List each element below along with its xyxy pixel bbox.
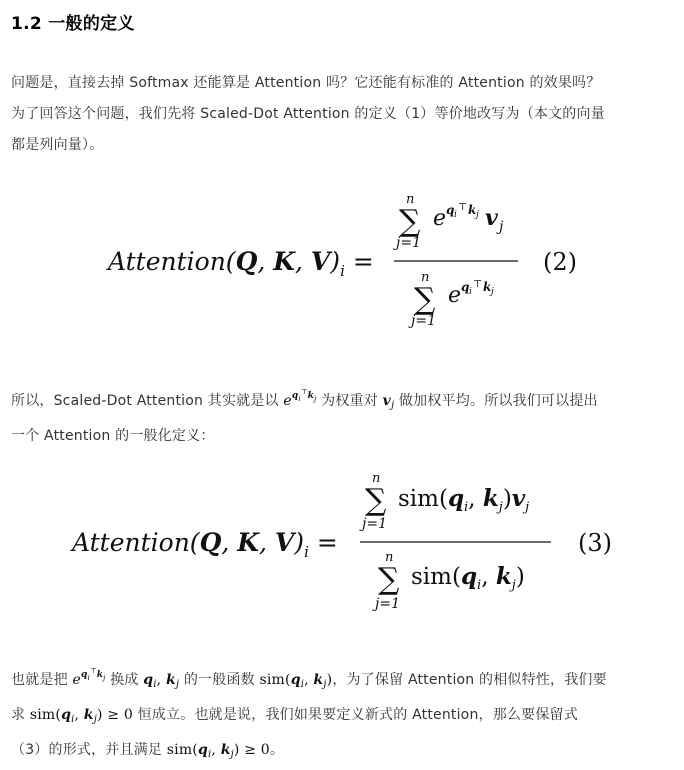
svg-text:∑: ∑ (378, 562, 400, 597)
svg-text:n: n (385, 550, 394, 565)
paragraph-intro-line-3: 都是列向量）。 (11, 137, 104, 153)
svg-text:sim(qi, kj)vj: $sim(q_i$, $k_j)v_j$ (398, 485, 530, 515)
svg-text:j=1: j=1 (396, 235, 421, 251)
svg-text:j=1: j=1 (411, 313, 436, 329)
svg-text:i: i (469, 287, 472, 297)
equation-3-number: (3) (578, 529, 612, 557)
inline-math-exp-qk-2: $e^{q_i^⊤k_j}$ (72, 667, 106, 688)
svg-text:j=1: j=1 (362, 516, 387, 532)
paragraph-scaled-dot (11, 377, 676, 452)
svg-text:n: n (372, 471, 381, 486)
svg-text:n: n (406, 192, 415, 207)
inline-math-sim-geq-2: $sim(q_i$, $k_j) \ge 0$ (166, 742, 270, 760)
paragraph-general (11, 656, 676, 770)
svg-text:∑: ∑ (365, 483, 387, 518)
section-heading: 1.2 一般的定义 (11, 14, 135, 34)
svg-text:e: e (448, 283, 462, 308)
paragraph-general-line-1: 也就是把 $e^{q_i^⊤k_j}$ 换成 $q_i$, $k_j$ 的一般函数 $sim(q_i$, $k_j$)，为了保留 Attention 的相似特性，我们要 (11, 667, 607, 690)
svg-text:k: k (468, 203, 477, 217)
equation-3-lhs: Attention(Q, K, $V)_i$ = (72, 528, 338, 561)
paragraph-scaled-dot-line-1: 所以，Scaled-Dot Attention 其实就是以 $e^{q_i^⊤k_j}$ 为权重对 $v_j$ 做加权平均。所以我们可以提出 (11, 388, 598, 411)
paragraph-intro-line-1: 问题是，直接去掉 Softmax 还能算是 Attention 吗？它还能有标准的 Attention 的效果吗？ (11, 75, 601, 91)
equation-3-svg (0, 466, 684, 626)
inline-math-vj: $v_j$ (382, 393, 395, 411)
svg-text:∑: ∑ (414, 282, 436, 317)
svg-text:sim(qi, kj): $sim(q_i$, $k_j$) (411, 563, 525, 593)
svg-text:i: i (454, 210, 457, 220)
svg-text:q: q (446, 203, 455, 217)
equation-3 (0, 466, 684, 626)
equation-2-lhs: Attention(Q, K, $V)_i$ = (108, 247, 374, 280)
inline-math-sim: $sim(q_i$, $k_j$) (259, 672, 333, 690)
svg-text:j=1: j=1 (375, 596, 400, 612)
paragraph-intro (11, 68, 676, 161)
paragraph-general-line-2: 求 $sim(q_i$, $k_j) \ge 0$ 恒成立。也就是说，我们如果要定义新式的 Attention，那么要保留式 (11, 707, 578, 725)
svg-text:j: j (491, 287, 494, 297)
paragraph-intro-line-2: 为了回答这个问题，我们先将 Scaled-Dot Attention 的定义（1）等价地改写为（本文的向量 (11, 106, 605, 122)
svg-text:∑: ∑ (399, 204, 421, 239)
paragraph-general-line-3: （3）的形式，并且满足 $sim(q_i$, $k_j) \ge 0$。 (11, 742, 285, 760)
svg-text:j: j (499, 219, 504, 235)
inline-math-exp-qk: $e^{q_i^⊤k_j}$ (283, 388, 317, 409)
equation-2-number: (2) (543, 248, 577, 276)
paragraph-scaled-dot-line-2: 一个 Attention 的一般化定义： (11, 428, 215, 444)
equation-2 (0, 185, 684, 345)
svg-text:k: k (483, 280, 492, 294)
svg-text:q: q (461, 280, 470, 294)
svg-text:j: j (476, 210, 479, 220)
equation-2-svg (0, 185, 684, 345)
svg-text:e: e (433, 206, 447, 231)
svg-text:v: v (485, 205, 498, 231)
svg-text:⊤: ⊤ (458, 202, 468, 213)
svg-text:⊤: ⊤ (473, 279, 483, 290)
svg-text:n: n (421, 270, 430, 285)
inline-math-sim-geq: $sim(q_i$, $k_j) \ge 0$ (29, 707, 133, 725)
inline-math-qi-kj: $q_i$, $k_j$ (143, 672, 180, 690)
